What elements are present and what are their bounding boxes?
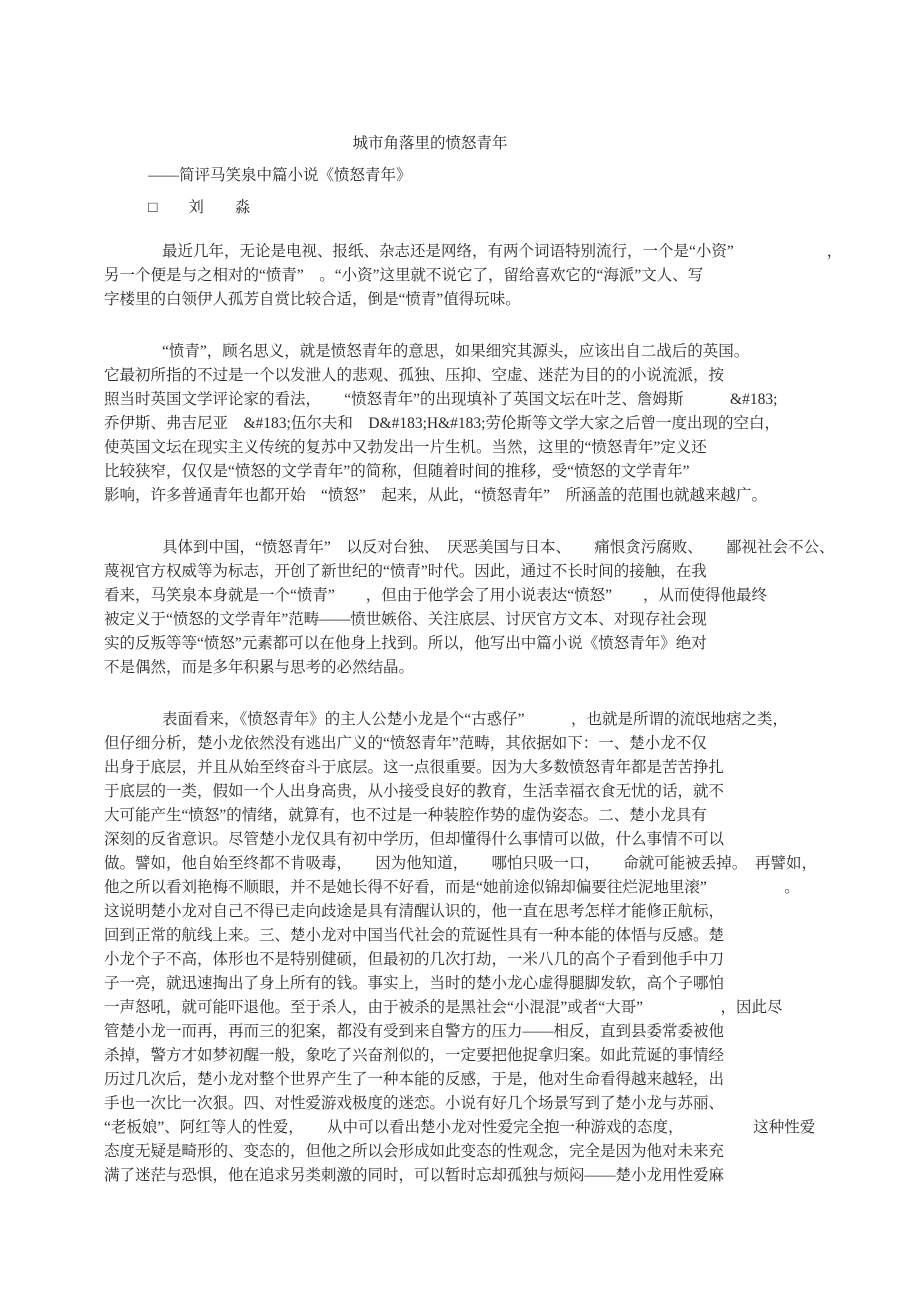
document-title: 城市角落里的愤怒青年 <box>352 135 508 152</box>
text-line: 于底层的一类，假如一个人出身高贵，从小接受良好的教育，生活幸福衣食无忧的话，就不 <box>104 783 725 800</box>
text-line: 实的反叛等等“愤怒”元素都可以在他身上找到。所以，他写出中篇小说《愤怒青年》绝对 <box>104 635 707 652</box>
text-line: “愤青”，顾名思义，就是愤怒青年的意思，如果细究其源头，应该出自二战后的英国。 <box>162 343 750 360</box>
text-line: “老板娘”、阿红等人的性爱， 从中可以看出楚小龙对性爱完全抱一种游戏的态度， 这种性爱 <box>104 1119 816 1136</box>
text-line: 被定义于“愤怒的文学青年”范畴——愤世嫉俗、关注底层、讨厌官方文本、对现存社会现 <box>104 611 707 628</box>
text-line: 他之所以看刘艳梅不顺眼，并不是她长得不好看，而是“她前途似锦却偏要往烂泥地里滚” 。 <box>104 879 800 896</box>
text-line: 大可能产生“愤怒”的情绪，就算有，也不过是一种装腔作势的虚伪姿态。二、楚小龙具有 <box>104 807 707 824</box>
text-line: 蔑视官方权威等为标志，开创了新世纪的“愤青”时代。因此，通过不长时间的接触，在我 <box>104 563 707 580</box>
paragraph <box>104 240 880 312</box>
paragraph <box>104 536 880 680</box>
text-line: 它最初所指的不过是一个以发泄人的悲观、孤独、压抑、空虚、迷茫为目的的小说流派，按 <box>104 367 725 384</box>
text-line: 不是偶然，而是多年积累与思考的必然结晶。 <box>104 659 415 676</box>
paragraph <box>104 340 880 508</box>
document-author: □ 刘 淼 <box>148 199 251 216</box>
text-line: 小龙个子不高，体形也不是特别健硕，但最初的几次打劫，一米八几的高个子看到他手中刀 <box>104 951 725 968</box>
text-line: 另一个便是与之相对的“愤青” 。“小资”这里就不说它了，留给喜欢它的“海派”文人、写 <box>104 267 704 284</box>
text-line: 子一亮，就迅速掏出了身上所有的钱。事实上，当时的楚小龙心虚得腿脚发软，高个子哪怕 <box>104 975 725 992</box>
text-line: 出身于底层，并且从始至终奋斗于底层。这一点很重要。因为大多数愤怒青年都是苦苦挣扎 <box>104 759 725 776</box>
text-line: 深刻的反省意识。尽管楚小龙仅具有初中学历，但却懂得什么事情可以做，什么事情不可以 <box>104 831 725 848</box>
text-line: 杀掉，警方才如梦初醒一般，象吃了兴奋剂似的，一定要把他捉拿归案。如此荒诞的事情经 <box>104 1047 725 1064</box>
text-line: 照当时英国文学评论家的看法， “愤怒青年”的出现填补了英国文坛在叶芝、詹姆斯 &#183; <box>104 391 778 408</box>
text-line: 比较狭窄，仅仅是“愤怒的文学青年”的简称，但随着时间的推移，受“愤怒的文学青年” <box>104 463 690 480</box>
text-line: 使英国文坛在现实主义传统的复苏中又勃发出一片生机。当然，这里的“愤怒青年”定义还 <box>104 439 707 456</box>
text-line: 回到正常的航线上来。三、楚小龙对中国当代社会的荒诞性具有一种本能的体悟与反感。楚 <box>104 927 725 944</box>
text-line: 这说明楚小龙对自己不得已走向歧途是具有清醒认识的，他一直在思考怎样才能修正航标， <box>104 903 725 920</box>
text-line: 乔伊斯、弗吉尼亚 &#183;伍尔夫和 D&#183;H&#183;劳伦斯等文学大家之后曾一度出现的空白， <box>104 415 780 432</box>
text-line: 但仔细分析，楚小龙依然没有逃出广义的“愤怒青年”范畴，其依据如下：一、楚小龙不仅 <box>104 735 707 752</box>
text-line: 一声怒吼，就可能吓退他。至于杀人，由于被杀的是黑社会“小混混”或者“大哥” ，因此尽 <box>104 999 783 1016</box>
text-line: 管楚小龙一而再，再而三的犯案，都没有受到来自警方的压力——相反，直到县委常委被他 <box>104 1023 725 1040</box>
text-line: 手也一次比一次狠。四、对性爱游戏极度的迷恋。小说有好几个场景写到了楚小龙与苏丽、 <box>104 1095 725 1112</box>
text-line: 做。譬如，他自始至终都不肯吸毒， 因为他知道， 哪怕只吸一口， 命就可能被丢掉。 再譬如， <box>104 855 818 872</box>
text-line: 字楼里的白领伊人孤芳自赏比较合适，倒是“愤青”值得玩味。 <box>104 291 521 308</box>
paragraph <box>104 708 880 1188</box>
text-line: 具体到中国，“愤怒青年” 以反对台独、 厌恶美国与日本、 痛恨贪污腐败、 鄙视社会不公、 <box>162 539 835 556</box>
text-line: 看来，马笑泉本身就是一个“愤青” ，但由于他学会了用小说表达“愤怒” ，从而使得他最终 <box>104 587 768 604</box>
text-line: 满了迷茫与恐惧，他在追求另类刺激的同时，可以暂时忘却孤独与烦闷——楚小龙用性爱麻 <box>104 1167 725 1184</box>
document-body <box>104 240 880 1188</box>
text-line: 历过几次后，楚小龙对整个世界产生了一种本能的反感，于是，他对生命看得越来越轻，出 <box>104 1071 725 1088</box>
text-line: 影响，许多普通青年也都开始 “愤怒” 起来，从此，“愤怒青年” 所涵盖的范围也就越来越广。 <box>104 487 768 504</box>
text-line: 最近几年，无论是电视、报纸、杂志还是网络，有两个词语特别流行，一个是“小资” ， <box>162 243 843 260</box>
text-line: 态度无疑是畸形的、变态的，但他之所以会形成如此变态的性观念，完全是因为他对未来充 <box>104 1143 725 1160</box>
document-subtitle: ——简评马笑泉中篇小说《愤怒青年》 <box>148 167 412 184</box>
text-line: 表面看来，《愤怒青年》的主人公楚小龙是个“古惑仔” ，也就是所谓的流氓地痞之类， <box>162 711 789 728</box>
